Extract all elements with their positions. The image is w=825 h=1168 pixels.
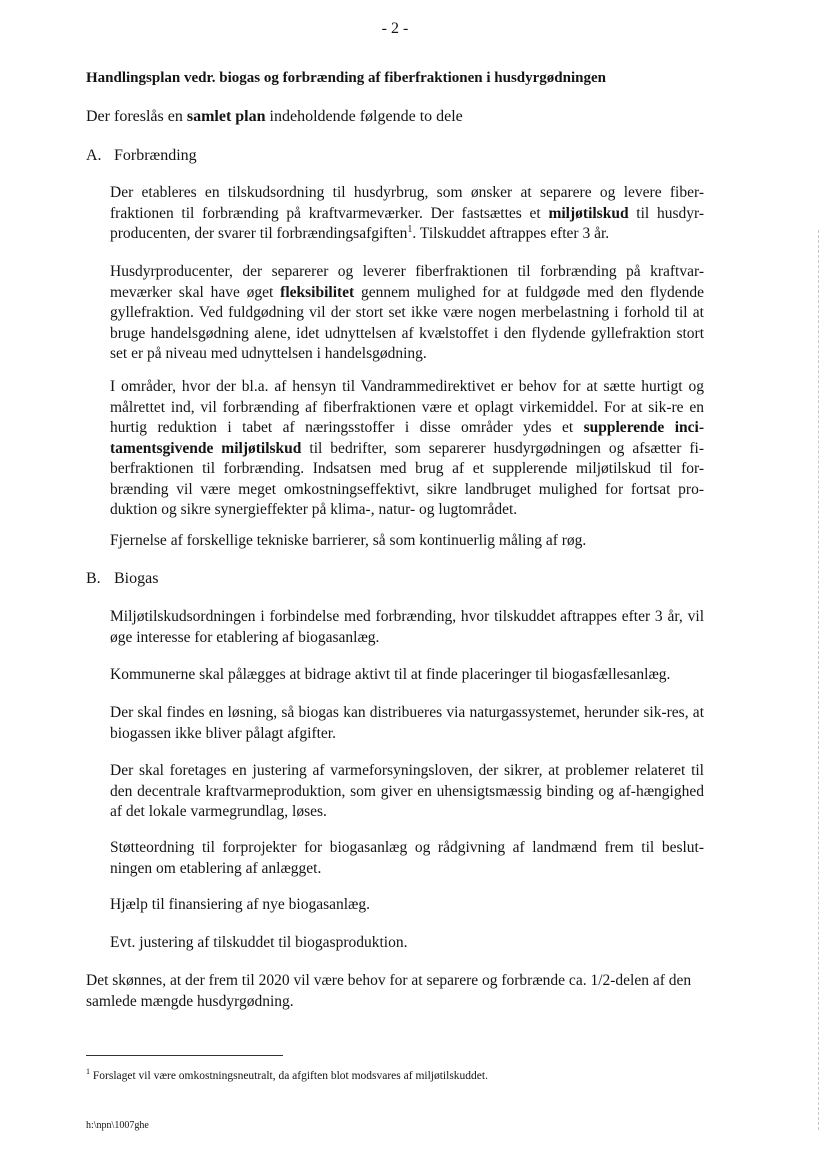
footnote-ref: 1 bbox=[407, 223, 413, 235]
section-b-title: Biogas bbox=[114, 570, 159, 587]
document-title: Handlingsplan vedr. biogas og forbrænding af fiberfraktionen i husdyrgødningen bbox=[86, 70, 606, 86]
section-b-paragraph: Der skal foretages en justering af varmeforsyningsloven, der sikrer, at problemer relateret til den decentrale kraftvarmeproduktion, som giver en uhensigtsmæssig binding og af-hængighed af det lokale varmegrundlag, løses. bbox=[110, 762, 704, 820]
section-b-paragraph: Evt. justering af tilskuddet til biogasproduktion. bbox=[110, 934, 408, 951]
section-a-paragraph-2: Husdyrproducenter, der separerer og leverer fiberfraktionen til forbrænding på kraftvar-meværker skal have øget fleksibilitet gennem mulighed for at fuldgøde med den flydende gyllefraktion. Ved fuldgødning vil der stort set ikke være nogen merbelastning i forhold til at bruge handelsgødning alene, idet udnyttelsen af kvælstoffet i den flydende gyllefraktion stort set er på niveau med udnyttelsen i handelsgødning. bbox=[110, 263, 705, 362]
footnote-number: 1 bbox=[86, 1067, 90, 1076]
section-b-paragraph: Hjælp til finansiering af nye biogasanlæg. bbox=[110, 896, 371, 913]
file-path: h:\npn\1007ghe bbox=[86, 1120, 149, 1131]
section-a-letter: A. bbox=[86, 147, 102, 164]
scan-edge-line bbox=[818, 230, 819, 1130]
section-a-paragraph-1: Der etableres en tilskudsordning til husdyrbrug, som ønsker at separere og levere fiber-fraktionen til forbrænding på kraftvarmeværker. Der fastsættes et miljøtilskud til husdyr-producenten, der svarer til forbrændingsafgiften$^1$. Tilskuddet aftrappes efter 3 år. bbox=[110, 184, 705, 242]
footnote-text: Forslaget vil være omkostningsneutralt, da afgiften blot modsvares af miljøtilskuddet. bbox=[92, 1069, 488, 1082]
intro-text: Der foreslås en samlet plan indeholdende følgende to dele bbox=[86, 108, 463, 125]
footnote bbox=[86, 1067, 488, 1082]
page-number: - 2 - bbox=[381, 20, 409, 37]
section-a-heading bbox=[86, 147, 197, 165]
section-b-paragraph: Miljøtilskudsordningen i forbindelse med forbrænding, hvor tilskuddet aftrappes efter 3 år, vil øge interesse for etablering af biogasanlæg. bbox=[110, 608, 704, 646]
section-a-title: Forbrænding bbox=[114, 147, 197, 164]
conclusion-text: Det skønnes, at der frem til 2020 vil være behov for at separere og forbrænde ca. 1/2-delen af den samlede mængde husdyrgødning. bbox=[86, 972, 692, 1010]
section-a-paragraph-3: I områder, hvor der bl.a. af hensyn til Vandrammedirektivet er behov for at sætte hurtigt og målrettet ind, vil forbrænding af fiberfraktionen være et oplagt virkemiddel. For at sik-re en hurtig reduktion i tabet af næringsstoffer i disse områder ydes et supplerende inci-tamentsgivende miljøtilskud til bedrifter, som separerer husdyrgødningen og afsætter fi-berfraktionen til forbrænding. Indsatsen med brug af et supplerende miljøtilskud til for-brænding vil være meget omkostningseffektivt, sikre landbruget mulighed for fortsat pro-duktion og sikre synergieffekter på klima-, natur- og lugtområdet. bbox=[110, 378, 705, 518]
footnote-divider bbox=[86, 1055, 283, 1056]
section-b-paragraph: Der skal findes en løsning, så biogas kan distribueres via naturgassystemet, herunder sik-res, at biogassen ikke bliver pålagt afgifter. bbox=[110, 704, 704, 742]
section-b-paragraph: Kommunerne skal pålægges at bidrage aktivt til at finde placeringer til biogasfællesanlæg. bbox=[110, 666, 671, 683]
section-b-heading bbox=[86, 570, 158, 588]
section-b-letter: B. bbox=[86, 570, 101, 587]
section-a-paragraph-4: Fjernelse af forskellige tekniske barrierer, så som kontinuerlig måling af røg. bbox=[110, 532, 587, 549]
section-b-paragraph: Støtteordning til forprojekter for biogasanlæg og rådgivning af landmænd frem til beslut-ningen om etablering af anlægget. bbox=[110, 839, 704, 877]
